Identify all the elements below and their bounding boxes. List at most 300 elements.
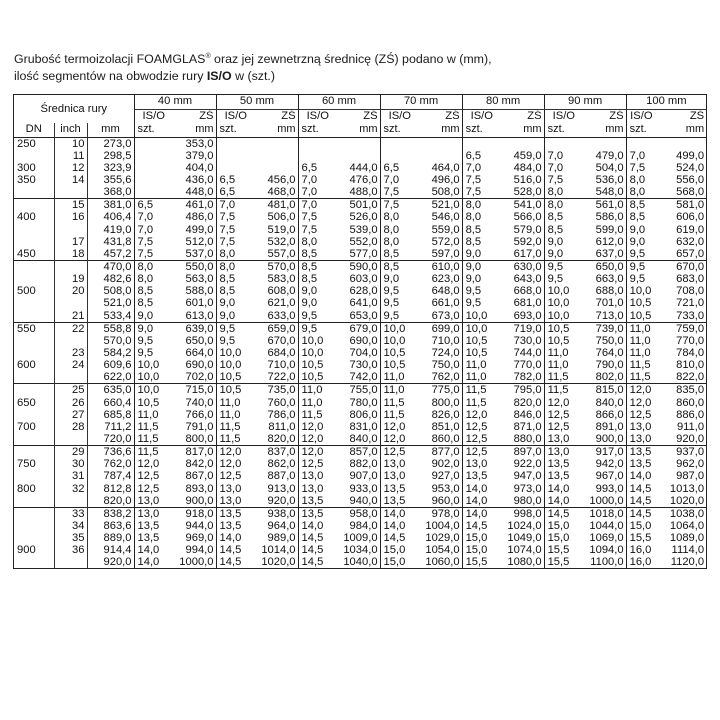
- segments-cell: 7,5: [462, 174, 501, 186]
- outer-diameter-cell: 917,0: [583, 446, 626, 459]
- mm-cell: 736,6: [87, 446, 134, 459]
- outer-diameter-cell: 1054,0: [425, 544, 460, 557]
- segments-cell: 11,5: [380, 396, 419, 408]
- outer-diameter-cell: 643,0: [513, 273, 542, 286]
- outer-diameter-cell: 623,0: [431, 273, 460, 286]
- segments-cell: 14,0: [380, 507, 419, 520]
- outer-diameter-cell: 657,0: [676, 247, 705, 260]
- segments-cell: 10,5: [626, 297, 656, 309]
- inch-cell: 11: [54, 150, 87, 162]
- segments-cell: 11,0: [380, 371, 419, 384]
- segments-cell: 12,0: [626, 396, 656, 408]
- outer-diameter-cell: 742,0: [349, 371, 378, 384]
- outer-diameter-cell: 1080,0: [507, 556, 542, 569]
- outer-diameter-cell: 980,0: [513, 494, 542, 507]
- outer-diameter-cell: 546,0: [431, 211, 460, 224]
- table-row: [14, 273, 706, 285]
- registered-mark: ®: [205, 53, 211, 60]
- segments-cell: 11,0: [626, 347, 656, 359]
- segments-cell: 9,5: [380, 297, 419, 309]
- dn-cell: [14, 409, 54, 421]
- table-row: [14, 260, 706, 273]
- inch-cell: 14: [54, 174, 87, 186]
- outer-diameter-cell: 448,0: [185, 186, 214, 199]
- segments-cell: 12,0: [380, 433, 419, 446]
- outer-diameter-cell: 670,0: [267, 334, 296, 347]
- outer-diameter-cell: 504,0: [595, 161, 624, 174]
- table-row: [14, 409, 706, 421]
- outer-diameter-cell: 791,0: [185, 420, 214, 433]
- table-row: [14, 186, 706, 199]
- segments-cell: 8,5: [134, 297, 173, 309]
- inch-cell: [54, 556, 87, 568]
- outer-diameter-cell: 994,0: [185, 544, 214, 557]
- outer-diameter-cell: 770,0: [513, 359, 542, 372]
- outer-diameter-cell: 619,0: [676, 223, 705, 236]
- dn-cell: [14, 433, 54, 446]
- segments-cell: 12,0: [298, 433, 337, 446]
- segments-cell: 8,5: [544, 223, 583, 235]
- segments-cell: 6,5: [462, 150, 501, 162]
- inch-cell: 26: [54, 396, 87, 408]
- segments-cell: 13,0: [216, 482, 255, 494]
- outer-diameter-cell: 673,0: [431, 309, 460, 322]
- iso-unit: szt.: [298, 123, 337, 137]
- segments-cell: 9,5: [216, 335, 255, 347]
- outer-diameter-cell: 404,0: [185, 161, 214, 174]
- table-row: [14, 520, 706, 532]
- segments-cell: 13,5: [134, 532, 173, 544]
- segments-cell: 8,0: [544, 199, 583, 212]
- dn-cell: [14, 236, 54, 248]
- iso-header: IS/O: [298, 109, 337, 123]
- dn-cell: [14, 260, 54, 273]
- dn-cell: 750: [17, 458, 36, 471]
- segments-cell: 8,0: [544, 186, 583, 199]
- table-row: [14, 236, 706, 248]
- outer-diameter-cell: 436,0: [185, 173, 214, 186]
- segments-cell: 7,5: [216, 223, 255, 235]
- mm-cell: 685,8: [87, 409, 134, 421]
- outer-diameter-cell: 581,0: [656, 199, 706, 212]
- outer-diameter-cell: 690,0: [349, 334, 378, 347]
- table-row: [14, 137, 706, 150]
- outer-diameter-cell: 978,0: [419, 507, 462, 520]
- outer-diameter-cell: 659,0: [255, 322, 298, 335]
- segments-cell: 14,5: [298, 556, 337, 568]
- table-row: [14, 421, 706, 433]
- outer-diameter-cell: 897,0: [501, 446, 544, 459]
- inch-cell: 29: [54, 446, 87, 459]
- outer-diameter-cell: 722,0: [267, 371, 296, 384]
- outer-diameter-cell: 537,0: [185, 247, 214, 260]
- segments-cell: 12,0: [216, 458, 255, 470]
- segments-cell: 16,0: [626, 556, 656, 568]
- segments-cell: 9,5: [544, 260, 583, 273]
- segments-cell: [298, 150, 337, 162]
- outer-diameter-cell: 1029,0: [425, 532, 460, 545]
- outer-diameter-cell: 708,0: [676, 285, 705, 298]
- outer-diameter-cell: 476,0: [349, 173, 378, 186]
- inch-cell: [54, 297, 87, 309]
- dn-cell: [14, 384, 54, 397]
- segments-cell: 13,5: [626, 446, 656, 459]
- segments-cell: 11,0: [462, 371, 501, 384]
- inch-cell: 32: [54, 482, 87, 494]
- outer-diameter-cell: 958,0: [337, 507, 380, 520]
- segments-cell: 6,5: [216, 186, 255, 199]
- iso-header: IS/O: [462, 109, 501, 123]
- inch-cell: 22: [54, 322, 87, 335]
- outer-diameter-cell: 962,0: [676, 458, 705, 471]
- segments-cell: [380, 137, 419, 150]
- mm-cell: 298,5: [87, 150, 134, 162]
- mm-cell: 381,0: [87, 199, 134, 212]
- outer-diameter-cell: 1000,0: [589, 494, 624, 507]
- segments-cell: 13,5: [298, 507, 337, 520]
- segments-cell: 8,0: [216, 260, 255, 273]
- caption-text: Grubość termoizolacji: [14, 52, 137, 66]
- outer-diameter-cell: 548,0: [595, 186, 624, 199]
- outer-diameter-cell: 770,0: [676, 334, 705, 347]
- segments-cell: 15,0: [544, 520, 583, 532]
- dn-cell: [14, 556, 54, 568]
- outer-diameter-cell: 524,0: [676, 161, 705, 174]
- segments-cell: 9,0: [544, 248, 583, 261]
- segments-cell: [462, 137, 501, 150]
- outer-diameter-cell: 755,0: [337, 384, 380, 397]
- table-row: [14, 470, 706, 482]
- outer-diameter-cell: 800,0: [185, 432, 214, 445]
- zs-unit: mm: [195, 123, 214, 136]
- segments-cell: 10,0: [626, 285, 656, 297]
- table-row: [14, 335, 706, 347]
- segments-cell: 10,0: [134, 359, 173, 371]
- segments-cell: 8,5: [626, 211, 656, 223]
- segments-cell: 14,0: [626, 470, 656, 482]
- segments-cell: 6,5: [134, 199, 173, 212]
- outer-diameter-cell: 557,0: [267, 247, 296, 260]
- inch-cell: [54, 260, 87, 273]
- segments-cell: 8,5: [462, 223, 501, 235]
- segments-cell: 11,0: [626, 335, 656, 347]
- segments-cell: 15,5: [626, 532, 656, 544]
- dn-cell: 400: [17, 211, 36, 224]
- outer-diameter-cell: 937,0: [656, 446, 706, 459]
- table-row: [14, 285, 706, 297]
- inch-cell: 35: [54, 532, 87, 544]
- outer-diameter-cell: 800,0: [431, 396, 460, 409]
- segments-cell: 6,5: [380, 162, 419, 174]
- outer-diameter-cell: 516,0: [513, 173, 542, 186]
- outer-diameter-cell: 559,0: [431, 223, 460, 236]
- dn-cell: [14, 223, 54, 235]
- segments-cell: 14,5: [298, 544, 337, 556]
- mm-cell: 762,0: [87, 458, 134, 470]
- inch-cell: 21: [54, 309, 87, 322]
- outer-diameter-cell: 984,0: [349, 519, 378, 532]
- outer-diameter-cell: 566,0: [513, 211, 542, 224]
- outer-diameter-cell: 637,0: [595, 247, 624, 260]
- table-caption: [14, 48, 714, 85]
- segments-cell: 10,5: [380, 359, 419, 371]
- segments-cell: [134, 186, 173, 199]
- outer-diameter-cell: 612,0: [595, 235, 624, 248]
- outer-diameter-cell: 710,0: [431, 334, 460, 347]
- outer-diameter-cell: 1069,0: [589, 532, 624, 545]
- caption-text: oraz jej zewnetrzną średnicę (ZŚ) podano w (mm),: [210, 52, 492, 66]
- segments-cell: 14,0: [462, 495, 501, 508]
- outer-diameter-cell: 806,0: [349, 408, 378, 421]
- outer-diameter-cell: 775,0: [419, 384, 462, 397]
- outer-diameter-cell: 740,0: [185, 396, 214, 409]
- outer-diameter-cell: 459,0: [513, 149, 542, 162]
- segments-cell: 8,0: [462, 199, 501, 212]
- segments-cell: 9,0: [298, 285, 337, 297]
- outer-diameter-cell: 536,0: [595, 173, 624, 186]
- segments-cell: 10,0: [216, 347, 255, 359]
- segments-cell: 13,0: [298, 482, 337, 494]
- segments-cell: 8,5: [298, 248, 337, 261]
- segments-cell: 13,0: [380, 458, 419, 470]
- segments-cell: 13,5: [544, 458, 583, 470]
- outer-diameter-cell: 1034,0: [343, 544, 378, 557]
- dn-cell: 900: [17, 544, 36, 557]
- segments-cell: 13,5: [216, 507, 255, 520]
- outer-diameter-cell: 556,0: [676, 173, 705, 186]
- segments-cell: 9,0: [462, 273, 501, 285]
- outer-diameter-cell: 766,0: [185, 408, 214, 421]
- inch-cell: [54, 495, 87, 508]
- outer-diameter-cell: 552,0: [349, 235, 378, 248]
- segments-cell: 15,5: [544, 556, 583, 568]
- inch-cell: [54, 223, 87, 235]
- outer-diameter-cell: 683,0: [676, 273, 705, 286]
- dn-cell: 550: [14, 322, 54, 335]
- outer-diameter-cell: 911,0: [676, 420, 705, 433]
- segments-cell: 11,5: [134, 421, 173, 433]
- inch-cell: 10: [54, 137, 87, 150]
- outer-diameter-cell: 501,0: [337, 199, 380, 212]
- dn-cell: [14, 495, 54, 508]
- segments-cell: 7,0: [298, 174, 337, 186]
- segments-cell: [544, 137, 583, 150]
- mm-cell: 570,0: [87, 335, 134, 347]
- mm-cell: 355,6: [87, 174, 134, 186]
- outer-diameter-cell: 750,0: [595, 334, 624, 347]
- outer-diameter-cell: 541,0: [501, 199, 544, 212]
- segments-cell: 10,5: [298, 359, 337, 371]
- segments-cell: 12,5: [626, 409, 656, 421]
- segments-cell: 9,0: [134, 322, 173, 335]
- outer-diameter-cell: 1089,0: [669, 532, 705, 545]
- outer-diameter-cell: 639,0: [173, 322, 216, 335]
- mm-cell: 323,9: [87, 162, 134, 174]
- outer-diameter-cell: 724,0: [431, 346, 460, 359]
- mm-cell: 711,2: [87, 421, 134, 433]
- dn-cell: [14, 347, 54, 359]
- outer-diameter-cell: 820,0: [267, 432, 296, 445]
- outer-diameter-cell: 842,0: [185, 458, 214, 471]
- segments-cell: 12,5: [544, 421, 583, 433]
- outer-diameter-cell: 960,0: [431, 494, 460, 507]
- outer-diameter-cell: 621,0: [267, 297, 296, 310]
- outer-diameter-cell: 693,0: [513, 309, 542, 322]
- segments-cell: 15,0: [626, 520, 656, 532]
- outer-diameter-cell: 721,0: [676, 297, 705, 310]
- segments-cell: 10,5: [626, 309, 656, 322]
- segments-cell: 12,0: [544, 396, 583, 408]
- iso-header: IS/O: [544, 109, 583, 123]
- segments-cell: 10,0: [134, 371, 173, 384]
- segments-cell: 10,0: [380, 322, 419, 335]
- segments-cell: 12,0: [462, 409, 501, 421]
- outer-diameter-cell: 987,0: [676, 470, 705, 483]
- outer-diameter-cell: 882,0: [349, 458, 378, 471]
- segments-cell: 8,5: [216, 285, 255, 297]
- segments-cell: 12,0: [298, 421, 337, 433]
- outer-diameter-cell: 891,0: [595, 420, 624, 433]
- segments-cell: 11,5: [134, 433, 173, 446]
- outer-diameter-cell: 820,0: [513, 396, 542, 409]
- segments-cell: 8,5: [462, 236, 501, 248]
- outer-diameter-cell: 867,0: [185, 470, 214, 483]
- segments-cell: 11,0: [216, 396, 255, 408]
- outer-diameter-cell: 1013,0: [669, 482, 705, 495]
- segments-cell: 9,0: [134, 309, 173, 322]
- outer-diameter-cell: 900,0: [595, 432, 624, 445]
- outer-diameter-cell: 610,0: [419, 260, 462, 273]
- segments-cell: 8,0: [134, 260, 173, 273]
- outer-diameter-cell: [419, 150, 462, 162]
- outer-diameter-cell: 1018,0: [583, 507, 626, 520]
- outer-diameter-cell: 670,0: [656, 260, 706, 273]
- iso-header: IS/O: [216, 109, 255, 123]
- mm-cell: 914,4: [87, 544, 134, 556]
- outer-diameter-cell: 810,0: [676, 359, 705, 372]
- outer-diameter-cell: 944,0: [185, 519, 214, 532]
- outer-diameter-cell: 532,0: [267, 235, 296, 248]
- outer-diameter-cell: 913,0: [267, 482, 296, 495]
- segments-cell: [216, 150, 255, 162]
- header-row-thickness: [14, 95, 706, 109]
- dn-cell: 350: [17, 173, 36, 186]
- segments-cell: 7,0: [298, 186, 337, 199]
- dn-cell: [14, 309, 54, 322]
- caption-text: w (szt.): [231, 69, 276, 83]
- segments-cell: 11,5: [298, 409, 337, 421]
- outer-diameter-cell: 1074,0: [507, 544, 542, 557]
- segments-cell: 14,5: [626, 507, 656, 520]
- outer-diameter-cell: 920,0: [267, 494, 296, 507]
- segments-cell: 9,5: [544, 273, 583, 285]
- outer-diameter-cell: 650,0: [583, 260, 626, 273]
- outer-diameter-cell: 1040,0: [343, 556, 378, 569]
- outer-diameter-cell: 699,0: [419, 322, 462, 335]
- outer-diameter-cell: 608,0: [267, 285, 296, 298]
- outer-diameter-cell: 630,0: [501, 260, 544, 273]
- outer-diameter-cell: 592,0: [513, 235, 542, 248]
- iso-unit: szt.: [626, 123, 656, 137]
- segments-cell: 9,5: [626, 273, 656, 285]
- mm-cell: 406,4: [87, 211, 134, 223]
- outer-diameter-cell: 572,0: [431, 235, 460, 248]
- outer-diameter-cell: 456,0: [267, 173, 296, 186]
- outer-diameter-cell: 715,0: [173, 384, 216, 397]
- table-row: [14, 482, 706, 494]
- segments-cell: 14,0: [298, 520, 337, 532]
- segments-cell: 13,0: [216, 495, 255, 508]
- outer-diameter-cell: 1064,0: [669, 519, 705, 532]
- outer-diameter-cell: 973,0: [513, 482, 542, 495]
- table-row: [14, 223, 706, 235]
- segments-cell: 6,5: [216, 174, 255, 186]
- segments-cell: 12,0: [298, 446, 337, 459]
- outer-diameter-cell: 866,0: [595, 408, 624, 421]
- segments-cell: 9,5: [626, 260, 656, 273]
- segments-cell: 11,0: [544, 359, 583, 371]
- mm-cell: 863,6: [87, 520, 134, 532]
- segments-cell: 15,0: [380, 544, 419, 556]
- segments-cell: 9,0: [216, 297, 255, 309]
- iso-unit: szt.: [544, 123, 583, 137]
- segments-cell: 9,0: [626, 236, 656, 248]
- outer-diameter-cell: 508,0: [431, 186, 460, 199]
- segments-cell: 10,0: [380, 335, 419, 347]
- segments-cell: 10,0: [298, 347, 337, 359]
- outer-diameter-cell: 521,0: [419, 199, 462, 212]
- segments-cell: 12,5: [462, 421, 501, 433]
- outer-diameter-cell: 688,0: [595, 285, 624, 298]
- table-row: [14, 297, 706, 309]
- outer-diameter-cell: 857,0: [337, 446, 380, 459]
- inch-cell: [54, 335, 87, 347]
- segments-cell: 11,0: [544, 347, 583, 359]
- thickness-header: 50 mm: [216, 95, 298, 109]
- outer-diameter-cell: [583, 137, 626, 150]
- segments-cell: 9,5: [134, 335, 173, 347]
- inch-cell: 30: [54, 458, 87, 470]
- table-row: [14, 347, 706, 359]
- segments-cell: 9,5: [216, 322, 255, 335]
- segments-cell: 9,0: [462, 248, 501, 261]
- zs-header: ZŚ: [199, 109, 214, 122]
- inch-cell: 33: [54, 507, 87, 520]
- mm-cell: 368,0: [87, 186, 134, 199]
- outer-diameter-cell: 650,0: [185, 334, 214, 347]
- segments-cell: 7,5: [626, 162, 656, 174]
- inch-cell: 24: [54, 359, 87, 371]
- segments-cell: 10,5: [462, 335, 501, 347]
- segments-cell: 14,0: [216, 532, 255, 544]
- outer-diameter-cell: 702,0: [185, 371, 214, 384]
- segments-cell: 15,0: [462, 544, 501, 556]
- outer-diameter-cell: 681,0: [513, 297, 542, 310]
- segments-cell: [134, 174, 173, 186]
- outer-diameter-cell: 967,0: [595, 470, 624, 483]
- mm-cell: 419,0: [87, 223, 134, 235]
- dn-cell: [14, 446, 54, 459]
- table-row: [14, 495, 706, 508]
- outer-diameter-cell: 826,0: [431, 408, 460, 421]
- segments-cell: 9,0: [380, 273, 419, 285]
- table-row: [14, 248, 706, 261]
- outer-diameter-cell: 860,0: [431, 432, 460, 445]
- segments-cell: 7,5: [380, 186, 419, 199]
- mm-cell: 720,0: [87, 433, 134, 446]
- outer-diameter-cell: 1020,0: [669, 494, 705, 507]
- segments-cell: [626, 137, 656, 150]
